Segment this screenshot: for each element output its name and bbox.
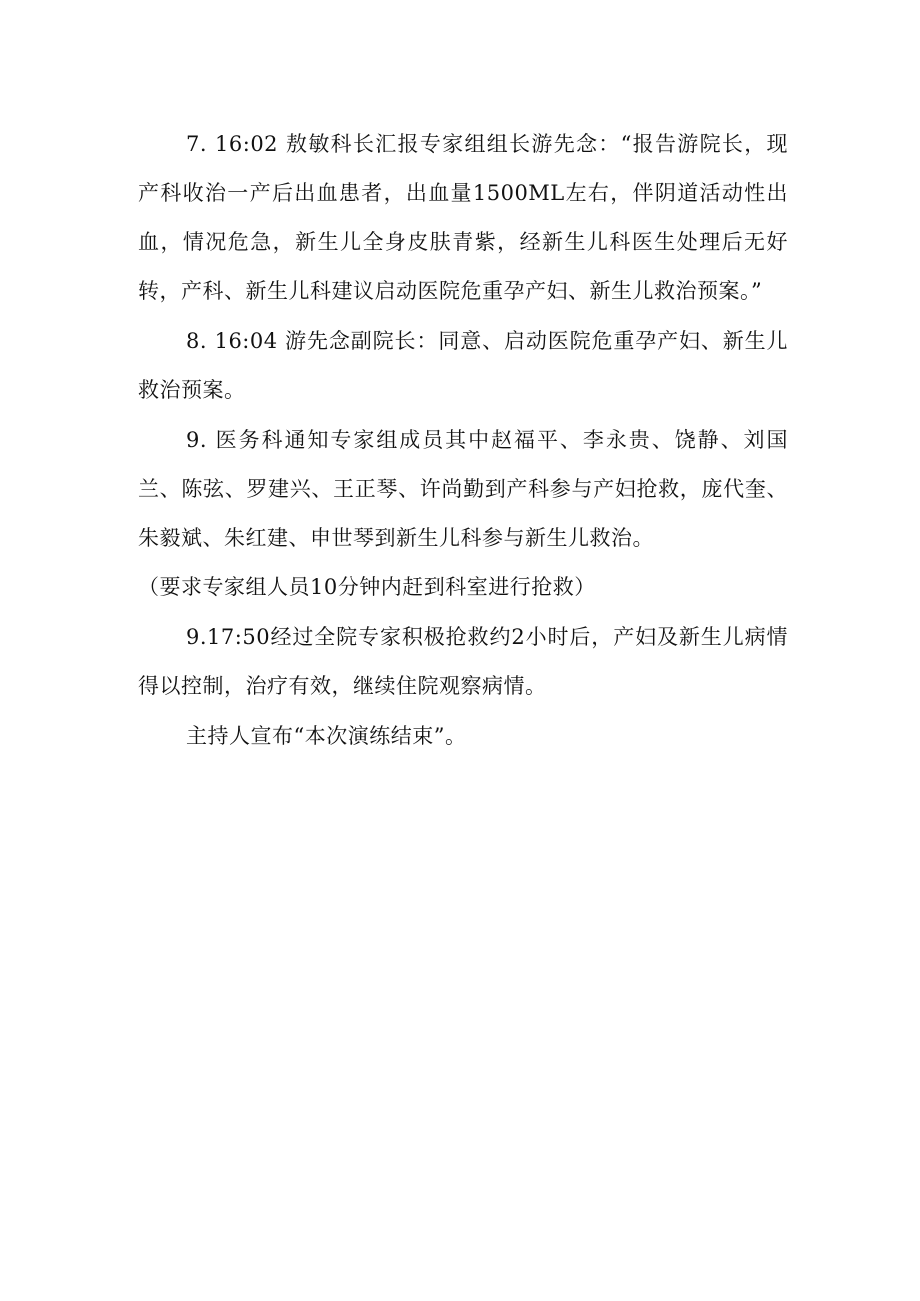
paragraph-step-8: 8. 16:04 游先念副院长：同意、启动医院危重孕产妇、新生儿救治预案。 xyxy=(138,329,788,402)
document-body xyxy=(138,120,788,762)
paragraph-step-7: 7. 16:02 敖敏科长汇报专家组组长游先念：“报告游院长，现产科收治一产后出血患者，出血量1500ML左右，伴阴道活动性出血，情况危急，新生儿全身皮肤青紫，经新生儿科医生处理后无好转，产科、新生儿科建议启动医院危重孕产妇、新生儿救治预案。” xyxy=(138,132,788,303)
paragraph-step-9-result: 9.17:50经过全院专家积极抢救约2小时后，产妇及新生儿病情得以控制，治疗有效，继续住院观察病情。 xyxy=(138,625,788,698)
paragraph-step-9-notify: 9. 医务科通知专家组成员其中赵福平、李永贵、饶静、刘国兰、陈弦、罗建兴、王正琴、许尚勤到产科参与产妇抢救，庞代奎、朱毅斌、朱红建、申世琴到新生儿科参与新生儿救治。 xyxy=(138,428,788,550)
paragraph-note: （要求专家组人员10分钟内赶到科室进行抢救） xyxy=(138,575,596,599)
paragraph-closing: 主持人宣布“本次演练结束”。 xyxy=(186,724,467,748)
